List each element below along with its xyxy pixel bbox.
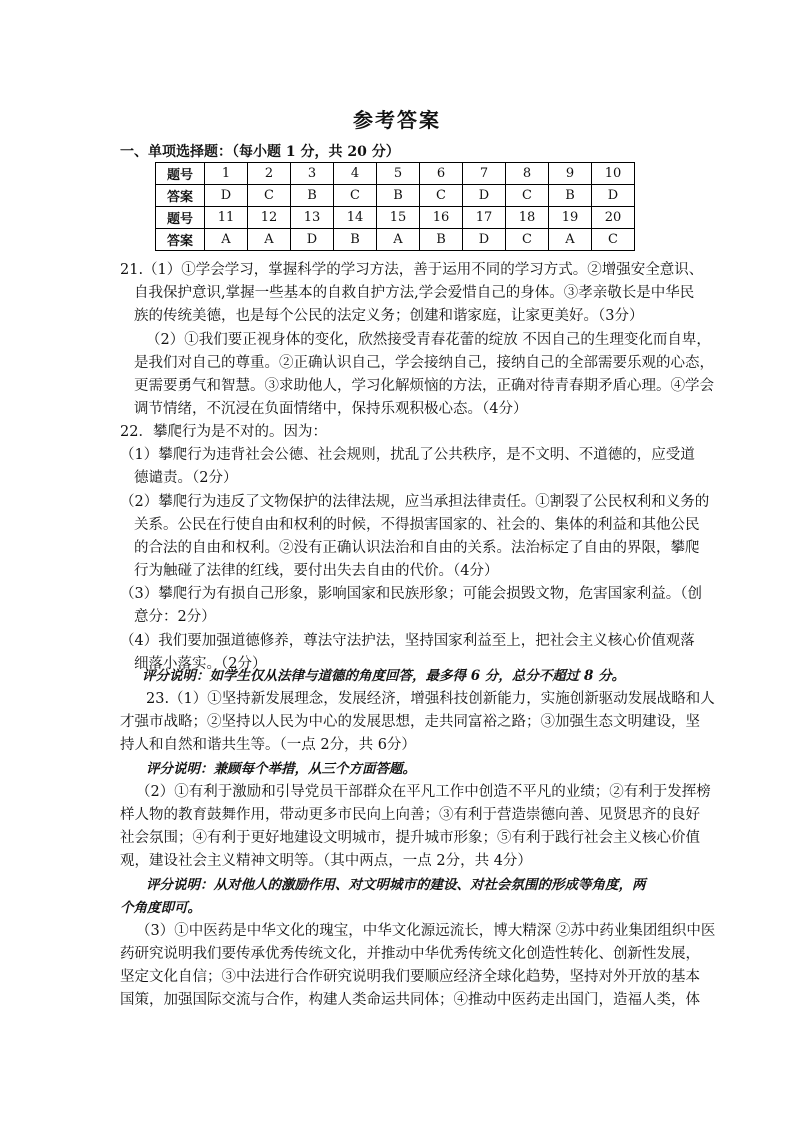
table-cell: 1	[205, 163, 248, 185]
table-row	[156, 163, 635, 185]
text-line: （4）我们要加强道德修养，尊法守法护法，坚持国家利益至上，把社会主义核心价值观落	[120, 633, 695, 649]
scoring-note: 评分说明：兼顾每个举措，从三个方面答题。	[146, 761, 416, 777]
table-cell: A	[377, 229, 420, 251]
scoring-note: 评分说明：如学生仅从法律与道德的角度回答，最多得 6 分，总分不超过 8 分。	[142, 668, 626, 684]
scoring-note: 评分说明：从对他人的激励作用、对文明城市的建设、对社会氛围的形成等角度，两	[146, 877, 646, 893]
text-line: （2）攀爬行为违反了文物保护的法律法规，应当承担法律责任。①割裂了公民权利和义务的	[120, 494, 710, 510]
table-cell: D	[463, 185, 506, 207]
table-cell: D	[291, 229, 334, 251]
table-cell: C	[592, 229, 635, 251]
text-line: 观，建设社会主义精神文明等。（其中两点，一点 2分，共 4分）	[120, 853, 532, 869]
table-cell: C	[506, 229, 549, 251]
text-line: 国策，加强国际交流与合作，构建人类命运共同体；④推动中医药走出国门，造福人类，体	[120, 992, 700, 1008]
table-cell: 19	[549, 207, 592, 229]
table-row-label: 答案	[156, 229, 205, 251]
text-line: （3）攀爬行为有损自己形象，影响国家和民族形象；可能会损毁文物，危害国家利益。（创	[120, 586, 702, 602]
text-line: （3）①中医药是中华文化的瑰宝，中华文化源远流长，博大精深 ②苏中药业集团组织中医	[136, 923, 716, 939]
table-cell: 12	[248, 207, 291, 229]
table-cell: 14	[334, 207, 377, 229]
text-line: 是我们对自己的尊重。②正确认识自己，学会接纳自己，接纳自己的全部需要乐观的心态，	[134, 355, 714, 371]
scoring-note: 个角度即可。	[120, 900, 201, 916]
text-line: 意分：2分）	[134, 609, 216, 625]
table-cell: 3	[291, 163, 334, 185]
text-line: 药研究说明我们要传承优秀传统文化，并推动中华优秀传统文化创造性转化、创新性发展，	[120, 946, 700, 962]
table-cell: B	[549, 185, 592, 207]
table-row	[156, 229, 635, 251]
text-line: 21.（1）①学会学习，掌握科学的学习方法，善于运用不同的学习方式。②增强安全意识、	[120, 262, 704, 278]
table-row-label: 题号	[156, 207, 205, 229]
table-cell: B	[377, 185, 420, 207]
table-cell: A	[205, 229, 248, 251]
table-cell: 18	[506, 207, 549, 229]
text-line: 持人和自然和谐共生等。（一点 2分，共 6分）	[120, 737, 416, 753]
table-cell: 16	[420, 207, 463, 229]
table-cell: 7	[463, 163, 506, 185]
table-cell: 6	[420, 163, 463, 185]
table-cell: D	[205, 185, 248, 207]
text-line: 关系。公民在行使自由和权利的时候，不得损害国家的、社会的、集体的利益和其他公民	[134, 517, 700, 533]
text-line: 自我保护意识,掌握一些基本的自救自护方法,学会爱惜自己的身体。③孝亲敬长是中华民	[134, 285, 695, 301]
text-line: 更需要勇气和智慧。③求助他人，学习化解烦恼的方法，正确对待青春期矛盾心理。④学会	[134, 378, 714, 394]
table-row-label: 题号	[156, 163, 205, 185]
text-line: 调节情绪，不沉浸在负面情绪中，保持乐观积极心态。（4分）	[134, 401, 528, 417]
table-row-label: 答案	[156, 185, 205, 207]
table-cell: A	[549, 229, 592, 251]
text-line: 23.（1）①坚持新发展理念，发展经济，增强科技创新能力，实施创新驱动发展战略和人	[146, 691, 715, 707]
table-cell: D	[592, 185, 635, 207]
table-cell: B	[334, 229, 377, 251]
table-cell: 8	[506, 163, 549, 185]
table-row	[156, 207, 635, 229]
table-cell: D	[463, 229, 506, 251]
text-line: 社会氛围；④有利于更好地建设文明城市，提升城市形象；⑤有利于践行社会主义核心价值	[120, 830, 700, 846]
text-line: 坚定文化自信；③中法进行合作研究说明我们要顺应经济全球化趋势，坚持对外开放的基本	[120, 969, 700, 985]
table-cell: 17	[463, 207, 506, 229]
answer-table	[155, 162, 635, 251]
table-cell: A	[248, 229, 291, 251]
table-cell: 13	[291, 207, 334, 229]
text-line: 样人物的教育鼓舞作用，带动更多市民向上向善；③有利于营造崇德向善、见贤思齐的良好	[120, 807, 700, 823]
text-line: 族的传统美德，也是每个公民的法定义务；创建和谐家庭，让家更美好。（3分）	[134, 308, 644, 324]
table-cell: 4	[334, 163, 377, 185]
text-line: 22．攀爬行为是不对的。因为：	[120, 424, 327, 440]
table-cell: C	[420, 185, 463, 207]
text-line: 的合法的自由和权利。②没有正确认识法治和自由的关系。法治标定了自由的界限，攀爬	[134, 540, 700, 556]
table-cell: 2	[248, 163, 291, 185]
section-heading: 一、单项选择题：（每小题 1 分，共 20 分）	[120, 144, 400, 160]
table-cell: 15	[377, 207, 420, 229]
text-line: （2）①我们要正视身体的变化，欣然接受青春花蕾的绽放 不因自己的生理变化而自卑，	[146, 332, 711, 348]
text-line: 德谴责。（2分）	[134, 470, 238, 486]
table-cell: 11	[205, 207, 248, 229]
table-cell: C	[248, 185, 291, 207]
text-line: 细落小落实。（2分）	[134, 656, 267, 672]
table-cell: 20	[592, 207, 635, 229]
table-cell: 10	[592, 163, 635, 185]
text-line: （2）①有利于激励和引导党员干部群众在平凡工作中创造不平凡的业绩；②有利于发挥榜	[136, 784, 711, 800]
table-cell: B	[291, 185, 334, 207]
text-line: 行为触碰了法律的红线，要付出失去自由的代价。（4分）	[134, 563, 499, 579]
text-line: （1）攀爬行为违背社会公德、社会规则，扰乱了公共秩序，是不文明、不道德的，应受道	[120, 447, 695, 463]
text-line: 才强市战略；②坚持以人民为中心的发展思想，走共同富裕之路；③加强生态文明建设，坚	[120, 714, 700, 730]
page-title: 参考答案	[353, 108, 441, 132]
table-row	[156, 185, 635, 207]
table-cell: C	[506, 185, 549, 207]
table-cell: B	[420, 229, 463, 251]
table-cell: 9	[549, 163, 592, 185]
table-cell: C	[334, 185, 377, 207]
table-cell: 5	[377, 163, 420, 185]
